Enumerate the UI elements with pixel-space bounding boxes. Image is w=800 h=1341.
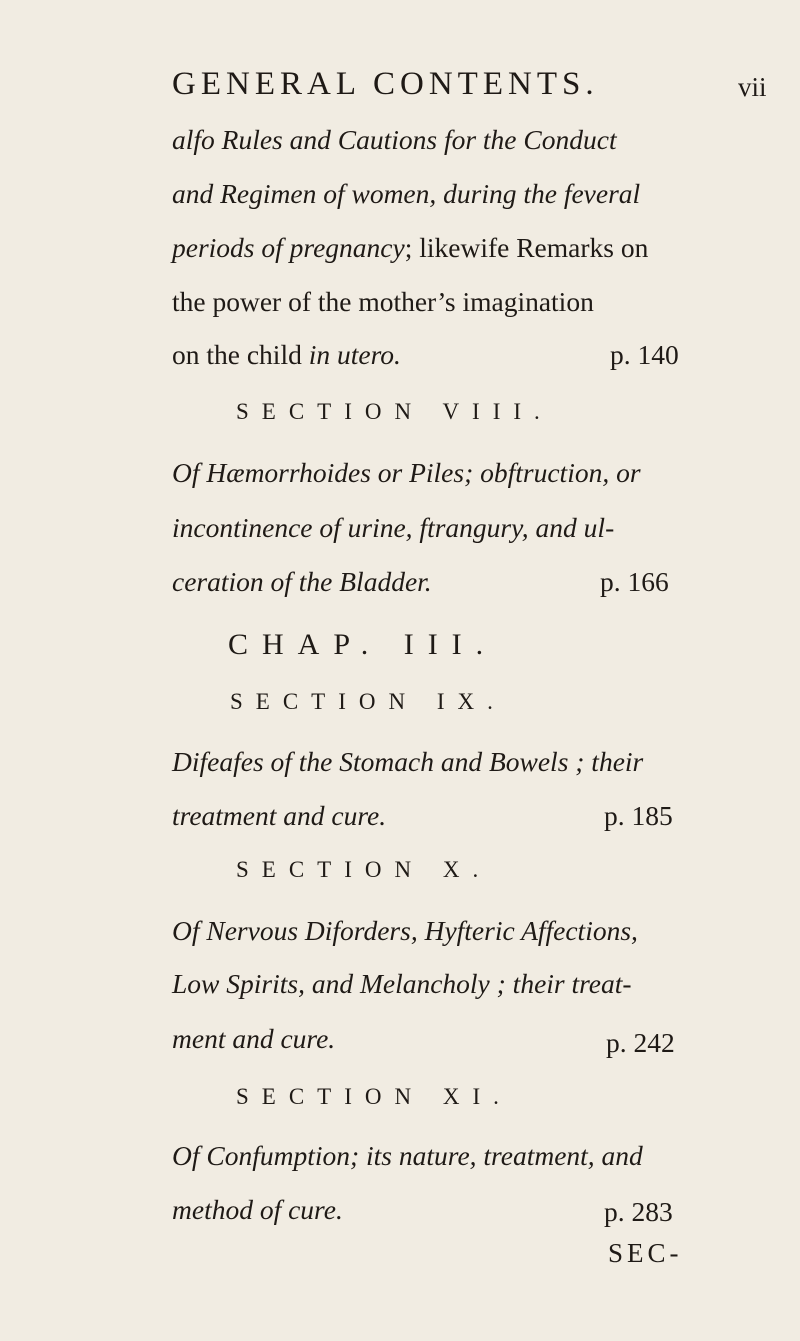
entry-line: Difeafes of the Stomach and Bowels ; their (172, 746, 644, 777)
entry-line (172, 339, 401, 371)
section-heading: SECTION IX. (230, 689, 506, 714)
entry-line: alfo Rules and Cautions for the Conduct (172, 124, 617, 155)
entry-line: ceration of the Bladder. (172, 566, 432, 597)
page-number: vii (738, 72, 767, 102)
entry-line: ment and cure. (172, 1023, 336, 1054)
page-reference: p. 185 (604, 800, 673, 831)
page-reference: p. 140 (610, 339, 679, 370)
running-head: GENERAL CONTENTS. (172, 66, 599, 102)
page-reference: p. 283 (604, 1196, 673, 1227)
section-heading: SECTION VIII. (236, 399, 553, 424)
chapter-heading: CHAP. III. (228, 628, 498, 661)
page-reference: p. 166 (600, 566, 669, 597)
entry-line (172, 232, 648, 264)
section-heading: SECTION X. (236, 857, 492, 882)
section-heading: SECTION XI. (236, 1084, 512, 1109)
entry-line: and Regimen of women, during the feveral (172, 178, 641, 209)
entry-line: Of Nervous Diforders, Hyfteric Affections, (172, 915, 638, 946)
entry-line: method of cure. (172, 1194, 343, 1225)
entry-line: Low Spirits, and Melancholy ; their treat- (172, 968, 632, 999)
entry-line: Of Hæmorrhoides or Piles; obftruction, or (172, 457, 641, 488)
entry-text: on the child (172, 339, 302, 370)
entry-line: incontinence of urine, ftrangury, and ul- (172, 512, 615, 543)
catchword: SEC- (608, 1238, 683, 1268)
page-reference: p. 242 (606, 1027, 675, 1058)
entry-text-italic: periods of pregnancy (172, 232, 405, 263)
entry-line: treatment and cure. (172, 800, 387, 831)
entry-text-italic: in utero. (308, 339, 401, 370)
entry-line: Of Confumption; its nature, treatment, and (172, 1140, 643, 1171)
entry-text: ; likewife Remarks on (404, 232, 649, 263)
entry-line: the power of the mother’s imagination (172, 286, 594, 317)
